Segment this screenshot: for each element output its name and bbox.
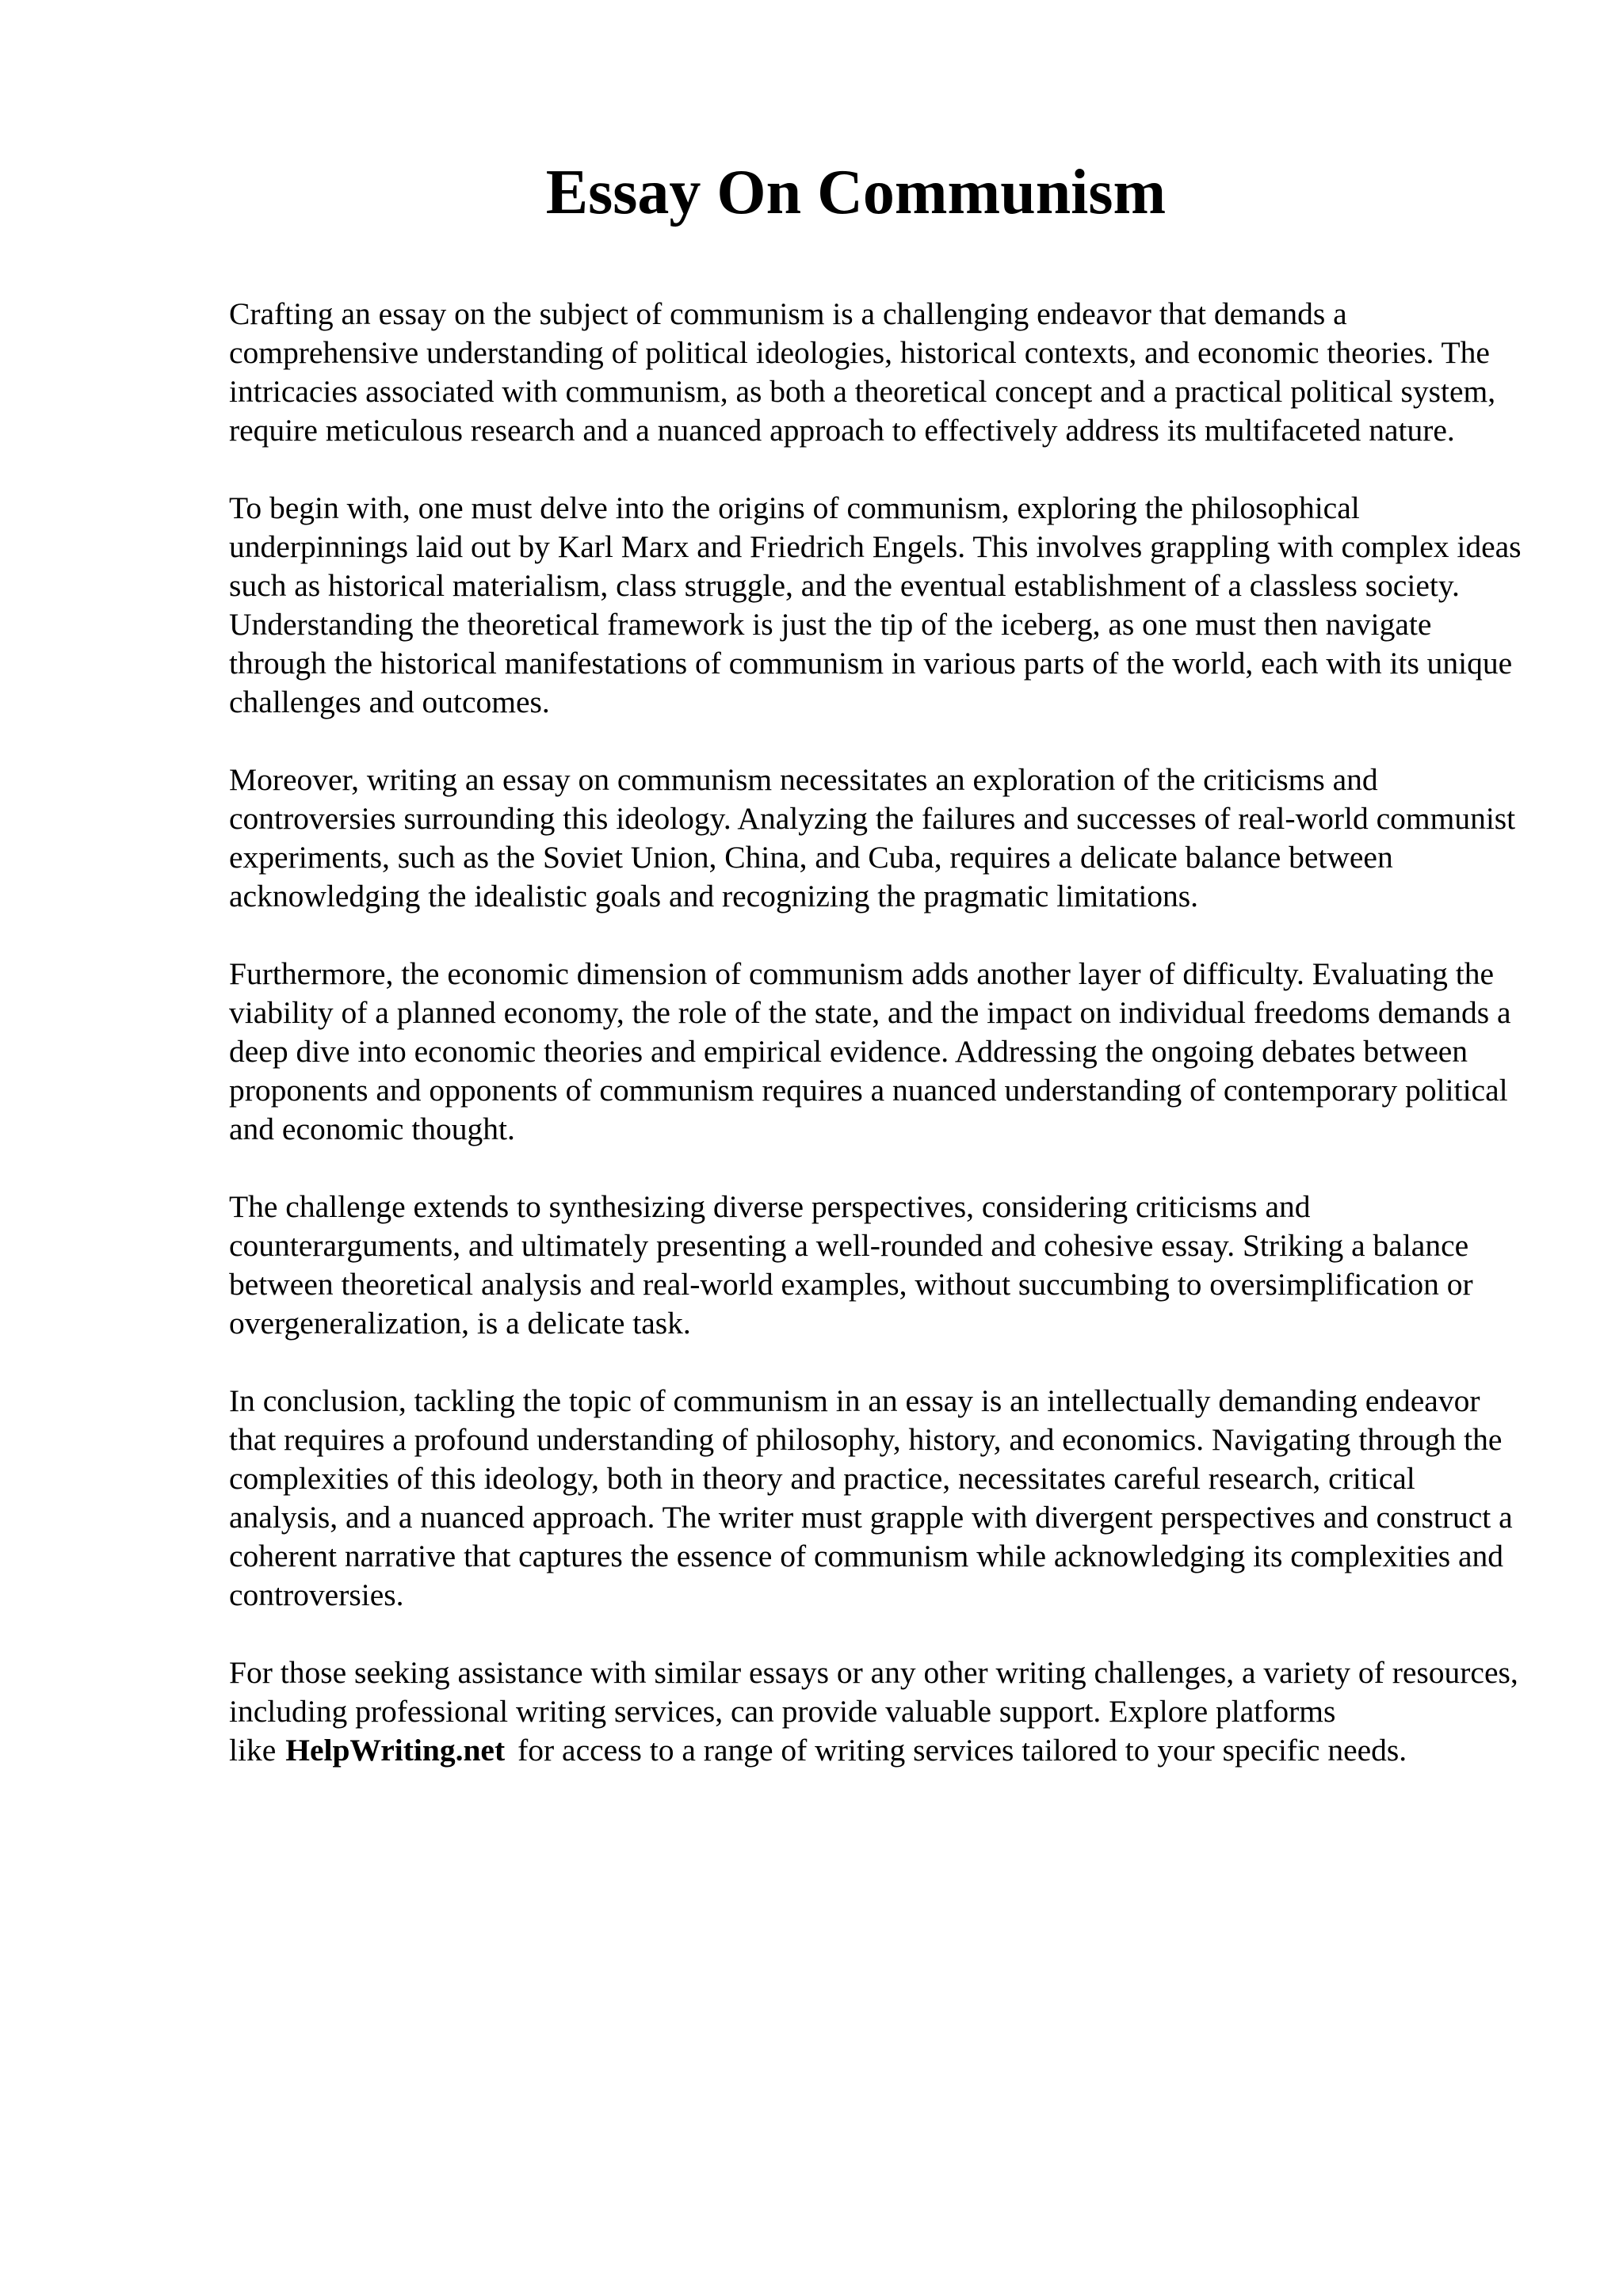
closing-text-before-link: For those seeking assistance with similar essays or any other writing challenges, a variety of resources, including professional writing services, can provide valuable support. Explore platforms like xyxy=(229,1655,1518,1768)
paragraph-6: In conclusion, tackling the topic of communism in an essay is an intellectually demanding endeavor that requires a profound understanding of philosophy, history, and economics. Navigating through the complexities of this ideology, both in theory and practice, necessitates careful research, critical analysis, and a nuanced approach. The writer must grapple with divergent perspectives and construct a coherent narrative that captures the essence of communism while acknowledging its complexities and controversies. xyxy=(229,1383,1513,1612)
closing-paragraph xyxy=(229,1653,1529,1770)
paragraph-3: Moreover, writing an essay on communism necessitates an exploration of the criticisms and controversies surrounding this ideology. Analyzing the failures and successes of real-world communist experiments, such as the Soviet Union, China, and Cuba, requires a delicate balance between acknowledging the idealistic goals and recognizing the pragmatic limitations. xyxy=(229,762,1516,913)
paragraph-4: Furthermore, the economic dimension of communism adds another layer of difficulty. Evaluating the viability of a planned economy, the role of the state, and the impact on individual freedoms demands a deep dive into economic theories and empirical evidence. Addressing the ongoing debates between proponents and opponents of communism requires a nuanced understanding of contemporary political and economic thought. xyxy=(229,956,1511,1146)
paragraph-1: Crafting an essay on the subject of communism is a challenging endeavor that demands a comprehensive understanding of political ideologies, historical contexts, and economic theories. The intricacies associated with communism, as both a theoretical concept and a practical political system, require meticulous research and a nuanced approach to effectively address its multifaceted nature. xyxy=(229,296,1496,448)
helpwriting-link[interactable]: HelpWriting.net xyxy=(285,1733,506,1768)
paragraph-2: To begin with, one must delve into the origins of communism, exploring the philosophical underpinnings laid out by Karl Marx and Friedrich Engels. This involves grappling with complex ideas such as historical materialism, class struggle, and the eventual establishment of a classless society. Understanding the theoretical framework is just the tip of the iceberg, as one must then navigate through the historical manifestations of communism in various parts of the world, each with its unique challenges and outcomes. xyxy=(229,490,1522,719)
closing-text-after-link: for access to a range of writing services tailored to your specific needs. xyxy=(517,1733,1407,1768)
paragraph-5: The challenge extends to synthesizing diverse perspectives, considering criticisms and counterarguments, and ultimately presenting a well-rounded and cohesive essay. Striking a balance between theoretical analysis and real-world examples, without succumbing to oversimplification or overgeneralization, is a delicate task. xyxy=(229,1189,1473,1341)
essay-body xyxy=(229,295,1529,1809)
page-title: Essay On Communism xyxy=(545,158,1167,227)
